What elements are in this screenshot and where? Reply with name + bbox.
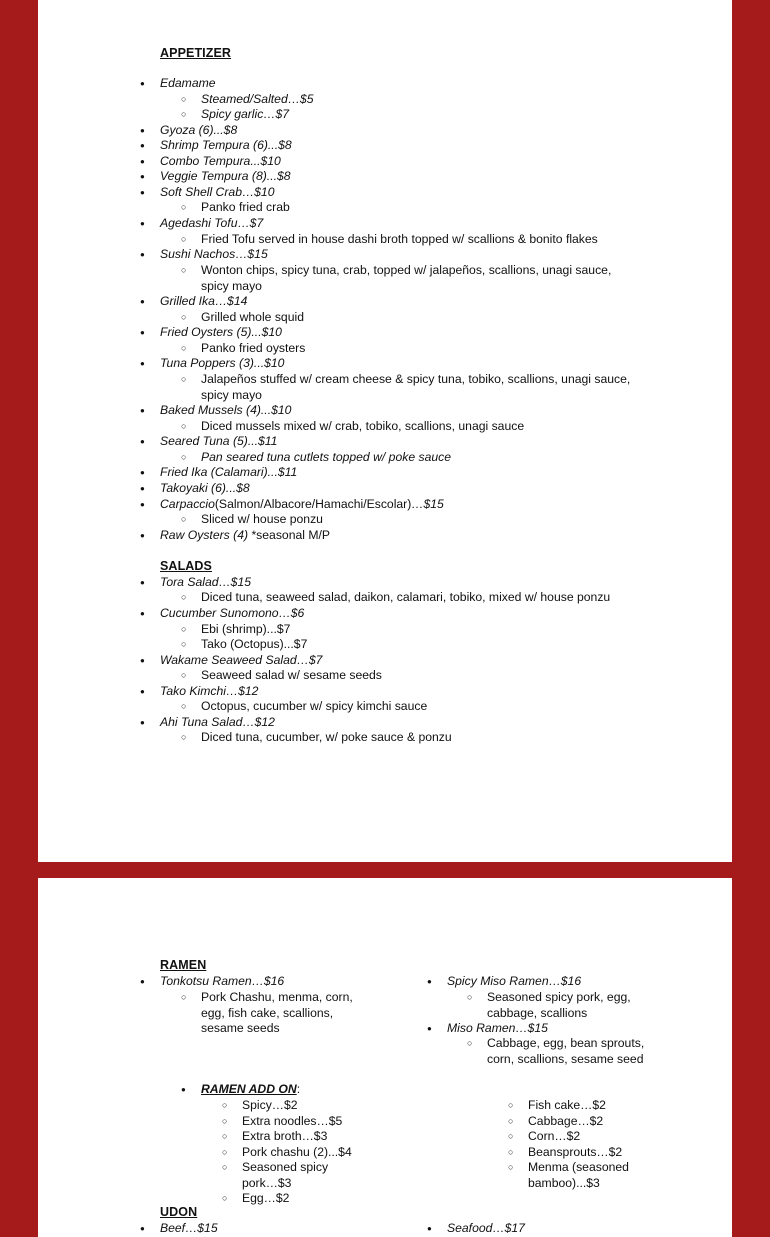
- list-subitem: ○ Grilled whole squid: [201, 310, 304, 326]
- list-item: ● Spicy Miso Ramen…$16: [447, 974, 581, 990]
- list-subitem: ○ Seasoned spicy pork, egg, cabbage, scallions: [487, 990, 657, 1021]
- list-item: ● Miso Ramen…$15: [447, 1021, 548, 1037]
- list-item: ● Soft Shell Crab…$10: [160, 185, 275, 201]
- list-item: ● Wakame Seaweed Salad…$7: [160, 653, 322, 669]
- list-item: [160, 528, 330, 544]
- addon-item: ○ Egg…$2: [242, 1191, 289, 1207]
- list-item: ● Veggie Tempura (8)...$8: [160, 169, 291, 185]
- addon-item: ○ Corn…$2: [528, 1129, 580, 1145]
- ramen-heading: RAMEN: [160, 958, 207, 972]
- list-subitem: ○ Wonton chips, spicy tuna, crab, topped w/ jalapeños, scallions, unagi sauce, spicy mayo: [201, 263, 631, 294]
- ramen-addon-label: RAMEN ADD ON: [201, 1082, 297, 1096]
- list-item: ● Sushi Nachos…$15: [160, 247, 268, 263]
- menu-page-1: [38, 0, 732, 862]
- list-subitem: ○ Sliced w/ house ponzu: [201, 512, 323, 528]
- ramen-addon-heading: [201, 1082, 300, 1098]
- list-item-text: Raw Oysters (4): [160, 528, 249, 542]
- list-subitem: ○ Pork Chashu, menma, corn, egg, fish cake, scallions, sesame seeds: [201, 990, 366, 1037]
- list-subitem: ○ Diced mussels mixed w/ crab, tobiko, scallions, unagi sauce: [201, 419, 524, 435]
- list-item: ● Grilled Ika…$14: [160, 294, 247, 310]
- addon-item: ○ Seasoned spicy pork…$3: [242, 1160, 342, 1191]
- addon-item: ○ Pork chashu (2)...$4: [242, 1145, 352, 1161]
- appetizer-heading: APPETIZER: [160, 46, 232, 60]
- list-subitem: ○ Fried Tofu served in house dashi broth topped w/ scallions & bonito flakes: [201, 232, 598, 248]
- list-item-note: *seasonal M/P: [251, 528, 331, 542]
- list-subitem: ○ Octopus, cucumber w/ spicy kimchi sauce: [201, 699, 427, 715]
- list-item: ● Fried Oysters (5)...$10: [160, 325, 282, 341]
- addon-item: ○ Extra broth…$3: [242, 1129, 327, 1145]
- list-subitem: ○ Seaweed salad w/ sesame seeds: [201, 668, 382, 684]
- list-subitem: ○ Panko fried crab: [201, 200, 290, 216]
- list-item: ● Shrimp Tempura (6)...$8: [160, 138, 292, 154]
- list-subitem: ○ Jalapeños stuffed w/ cream cheese & spicy tuna, tobiko, scallions, unagi sauce, spicy mayo: [201, 372, 646, 403]
- list-subitem: ○ Diced tuna, seaweed salad, daikon, calamari, tobiko, mixed w/ house ponzu: [201, 590, 610, 606]
- list-item: ● Takoyaki (6)...$8: [160, 481, 250, 497]
- list-item: ● Gyoza (6)...$8: [160, 123, 237, 139]
- list-subitem: ○ Diced tuna, cucumber, w/ poke sauce & ponzu: [201, 730, 452, 746]
- addon-item: ○ Spicy…$2: [242, 1098, 298, 1114]
- list-item: ● Fried Ika (Calamari)...$11: [160, 465, 297, 481]
- list-item: ● Tora Salad…$15: [160, 575, 251, 591]
- list-item: ● Edamame: [160, 76, 216, 92]
- addon-item: ○ Extra noodles…$5: [242, 1114, 342, 1130]
- addon-item: ○ Beansprouts…$2: [528, 1145, 622, 1161]
- list-subitem: ○ Tako (Octopus)...$7: [201, 637, 307, 653]
- salads-heading: SALADS: [160, 559, 212, 573]
- list-item: ● Tuna Poppers (3)...$10: [160, 356, 284, 372]
- list-item: ● Tako Kimchi…$12: [160, 684, 258, 700]
- ramen-addon-colon: :: [296, 1082, 301, 1096]
- list-subitem: ○ Spicy garlic…$7: [201, 107, 289, 123]
- list-item: ● Seafood…$17: [447, 1221, 525, 1237]
- list-item: ● Carpaccio(Salmon/Albacore/Hamachi/Escolar)…$15: [160, 497, 444, 513]
- list-subitem: ○ Ebi (shrimp)...$7: [201, 622, 290, 638]
- menu-page-2: [38, 878, 732, 1237]
- addon-item: ○ Cabbage…$2: [528, 1114, 603, 1130]
- list-subitem: ○ Pan seared tuna cutlets topped w/ poke sauce: [201, 450, 451, 466]
- list-item: ● Cucumber Sunomono…$6: [160, 606, 304, 622]
- list-subitem: ○ Panko fried oysters: [201, 341, 305, 357]
- addon-item: ○ Menma (seasoned bamboo)...$3: [528, 1160, 643, 1191]
- list-item: ● Combo Tempura...$10: [160, 154, 281, 170]
- udon-heading: UDON: [160, 1205, 198, 1219]
- list-item: ● Agedashi Tofu…$7: [160, 216, 263, 232]
- list-item: ● Ahi Tuna Salad…$12: [160, 715, 275, 731]
- addon-item: ○ Fish cake…$2: [528, 1098, 606, 1114]
- list-item: ● Baked Mussels (4)...$10: [160, 403, 291, 419]
- list-item: ● Beef…$15: [160, 1221, 218, 1237]
- list-item: ● Seared Tuna (5)...$11: [160, 434, 277, 450]
- list-item: ● Tonkotsu Ramen…$16: [160, 974, 284, 990]
- list-subitem: ○ Steamed/Salted…$5: [201, 92, 313, 108]
- list-subitem: ○ Cabbage, egg, bean sprouts, corn, scallions, sesame seed: [487, 1036, 662, 1067]
